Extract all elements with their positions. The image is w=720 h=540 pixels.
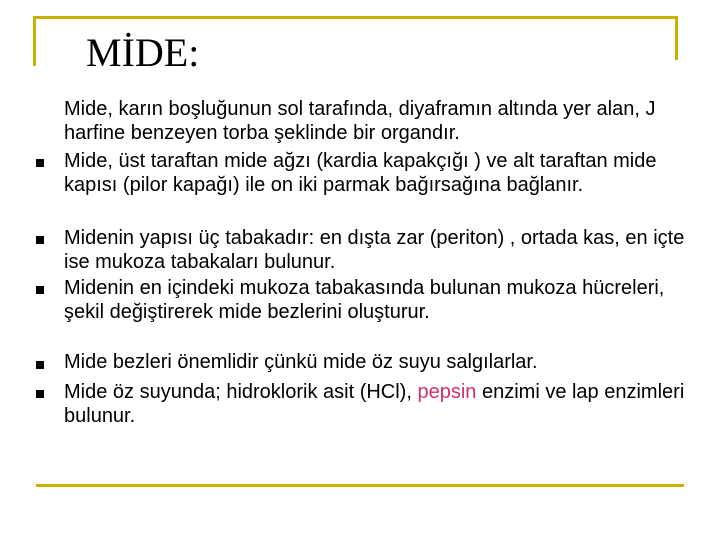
pepsin-highlight: pepsin: [417, 381, 477, 403]
bottom-border-rule: [36, 484, 684, 487]
bullet-text: [64, 380, 694, 428]
bullet-text-after: enzimi ve lap enzimleri bulunur.: [64, 381, 685, 427]
top-border-rule: [33, 16, 678, 19]
slide-title: MİDE:: [86, 30, 200, 75]
square-bullet-icon: [36, 361, 44, 369]
square-bullet-icon: [36, 286, 44, 294]
right-border-rule: [675, 16, 678, 60]
square-bullet-icon: [36, 236, 44, 244]
bullet-text: Mide, üst taraftan mide ağzı (kardia kapakçığı ) ve alt taraftan mide kapısı (pilor kapağı) ile on iki parmak bağırsağına bağlanır.: [64, 150, 657, 196]
square-bullet-icon: [36, 159, 44, 167]
left-border-rule: [33, 16, 36, 66]
bullet-text: Midenin yapısı üç tabakadır: en dışta zar (periton) , ortada kas, en içte ise mukoza tabakaları bulunur.: [64, 227, 685, 273]
intro-paragraph: Mide, karın boşluğunun sol tarafında, diyaframın altında yer alan, J harfine benzeyen torba şeklinde bir organdır.: [64, 98, 656, 144]
square-bullet-icon: [36, 390, 44, 398]
bullet-text-before: Mide öz suyunda; hidroklorik asit (HCl),: [64, 381, 418, 403]
bullet-text: Midenin en içindeki mukoza tabakasında bulunan mukoza hücreleri, şekil değiştirerek mide bezlerini oluşturur.: [64, 277, 665, 323]
bullet-text: Mide bezleri önemlidir çünkü mide öz suyu salgılarlar.: [64, 351, 538, 373]
